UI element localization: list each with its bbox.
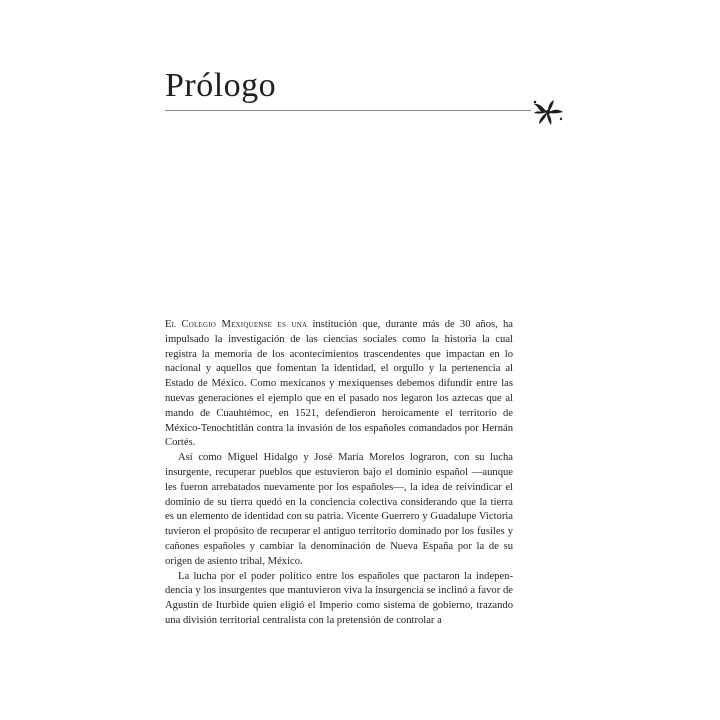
paragraph-3: La lucha por el poder político entre los españoles que pactaron la independencia y los insurgentes que mantuvieron viva la insurgencia se inclinó a favor de Agustín de Iturbide quien eligió el Imperio como sistema de gobierno, trazando una división territorial centralista con la pretensión de controlar a [165, 570, 513, 626]
floral-ornament-icon [531, 97, 565, 127]
prologue-body [165, 318, 513, 629]
paragraph-lead-in: El Colegio Mexiquense es una [165, 319, 308, 330]
paragraph-2: Así como Miguel Hidalgo y José María Morelos lograron, con su lucha insurgente, recuperar pueblos que estuvieron bajo el dominio español —aunque les fueron arrebatados nuevamente por los españoles—, la idea de reivindicar el dominio de su tierra quedó en la conciencia colectiva considerando que la tierra es un elemento de identidad con su patria. Vicente Guerrero y Guadalupe Victoria tuvieron el propósito de recuperar el antiguo territorio dominado por los fusiles y cañones españoles y cambiar la denominación de Nueva España por la de su origen de asiento tribal, México. [165, 452, 513, 567]
page-title: Prólogo [165, 67, 277, 104]
paragraph-text: institución que, durante más de 30 años, ha impulsado la investigación de las ciencias sociales como la historia la cual registra la memoria de los acontecimientos trascendentes que impactan en lo nacional y aquellos que fomentan la identidad, el orgullo y la pertenencia al Estado de México. Como mexicanos y mexiquenses debemos difundir entre las nuevas generaciones el ejemplo que en el pasado nos legaron los aztecas que al mando de Cuauhtémoc, en 1521, defendieron heroicamente el territorio de México-Tenochtitlán contra la invasión de los españoles comandados por Hernán Cortés. [165, 319, 513, 449]
paragraph-1 [165, 318, 513, 451]
title-divider [165, 110, 531, 111]
